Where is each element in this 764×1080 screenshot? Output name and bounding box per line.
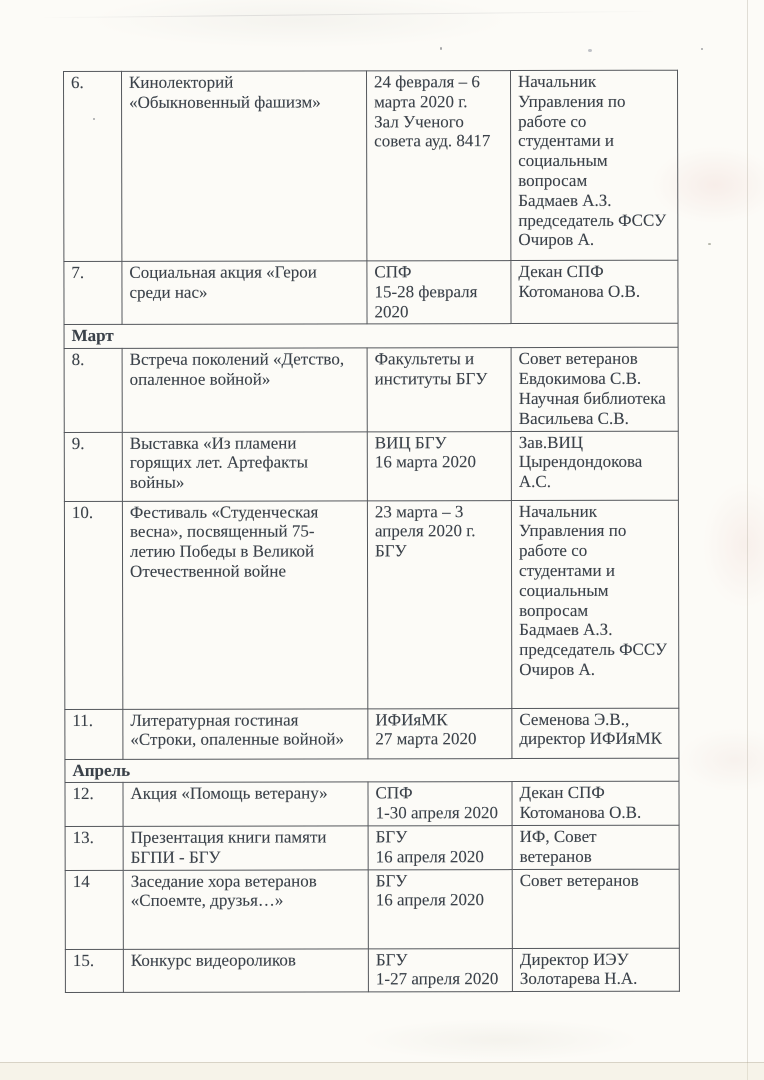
date-place-cell: СПФ 1-30 апреля 2020 (368, 782, 512, 826)
table-row (65, 708, 679, 759)
scan-artifact-bottom-edge (0, 1062, 764, 1063)
date-place-cell: БГУ 16 апреля 2020 (368, 826, 512, 870)
table-row (64, 431, 678, 501)
event-name-cell: Конкурс видеороликов (123, 948, 368, 992)
row-number-cell: 15. (65, 949, 123, 993)
table-row (64, 70, 678, 261)
event-name-cell: Презентация книги памяти БГПИ - БГУ (123, 826, 368, 870)
event-name-cell: Социальная акция «Герои среди нас» (122, 261, 367, 325)
responsible-cell: Зав.ВИЦ Цырендондокова А.С. (511, 431, 678, 500)
table-row (64, 348, 678, 432)
responsible-cell: Декан СПФ Котоманова О.В. (511, 260, 678, 324)
date-place-cell: Факультеты и институты БГУ (367, 348, 511, 431)
month-header-row (65, 758, 679, 783)
responsible-cell: Директор ИЭУ Золотарева Н.А. (512, 948, 679, 992)
event-name-cell: Акция «Помощь ветерану» (123, 782, 368, 826)
date-place-cell: ИФИяМК 27 марта 2020 (368, 708, 512, 758)
responsible-cell: Семенова Э.В., директор ИФИяМК (512, 708, 679, 758)
responsible-cell: Начальник Управления по работе со студентами и социальным вопросам Бадмаев А.З. председатель ФССУ Очиров А. (511, 70, 678, 260)
row-number-cell: 6. (64, 71, 122, 261)
row-number-cell: 14 (65, 870, 123, 949)
table-row (65, 825, 679, 870)
table-row (64, 500, 678, 709)
event-name-cell: Фестиваль «Студенческая весна», посвященный 75- летию Победы в Великой Отечественной войне (122, 500, 367, 709)
table-row (64, 260, 678, 325)
date-place-cell: ВИЦ БГУ 16 марта 2020 (367, 431, 511, 500)
responsible-cell: Начальник Управления по работе со студентами и социальным вопросам Бадмаев А.З. председатель ФССУ Очиров А. (511, 500, 678, 708)
row-number-cell: 13. (65, 826, 123, 870)
row-number-cell: 8. (64, 349, 122, 432)
event-name-cell: Кинолекторий «Обыкновенный фашизм» (122, 71, 367, 262)
scan-speck (701, 48, 703, 50)
responsible-cell: Совет ветеранов Евдокимова С.В. Научная библиотека Васильева С.В. (511, 348, 678, 432)
events-schedule-table (63, 70, 679, 993)
responsible-cell: ИФ, Совет ветеранов (512, 825, 679, 869)
date-place-cell: 24 февраля – 6 марта 2020 г. Зал Ученого совета ауд. 8417 (367, 71, 511, 261)
scan-artifact-top-streak (40, 11, 660, 18)
scan-artifact-right-edge (747, 0, 748, 1080)
scan-artifact-bottom-strip (0, 1063, 764, 1080)
event-name-cell: Встреча поколений «Детство, опаленное войной» (122, 348, 367, 432)
scan-speck (708, 243, 711, 245)
scan-speck (440, 47, 442, 50)
date-place-cell: 23 марта – 3 апреля 2020 г. БГУ (367, 500, 511, 708)
table-row (65, 948, 679, 993)
event-name-cell: Литературная гостиная «Строки, опаленные войной» (123, 708, 368, 759)
schedule-table-body (64, 70, 680, 992)
table-row (65, 869, 679, 949)
responsible-cell: Совет ветеранов (512, 869, 679, 948)
month-label: Март (64, 324, 678, 349)
date-place-cell: БГУ 1-27 апреля 2020 (368, 948, 512, 992)
event-name-cell: Выставка «Из пламени горящих лет. Артефакты войны» (122, 431, 367, 501)
table-row (65, 782, 679, 827)
date-place-cell: СПФ 15-28 февраля 2020 (367, 261, 511, 325)
month-label: Апрель (65, 758, 679, 783)
event-name-cell: Заседание хора ветеранов «Споемте, друзья…» (123, 869, 368, 949)
row-number-cell: 11. (65, 709, 123, 759)
row-number-cell: 10. (64, 501, 122, 709)
month-header-row (64, 324, 678, 349)
row-number-cell: 7. (64, 261, 122, 325)
row-number-cell: 12. (65, 783, 123, 827)
scan-speck (588, 49, 592, 52)
row-number-cell: 9. (64, 432, 122, 501)
date-place-cell: БГУ 16 апреля 2020 (368, 869, 512, 948)
responsible-cell: Декан СПФ Котоманова О.В. (512, 782, 679, 826)
